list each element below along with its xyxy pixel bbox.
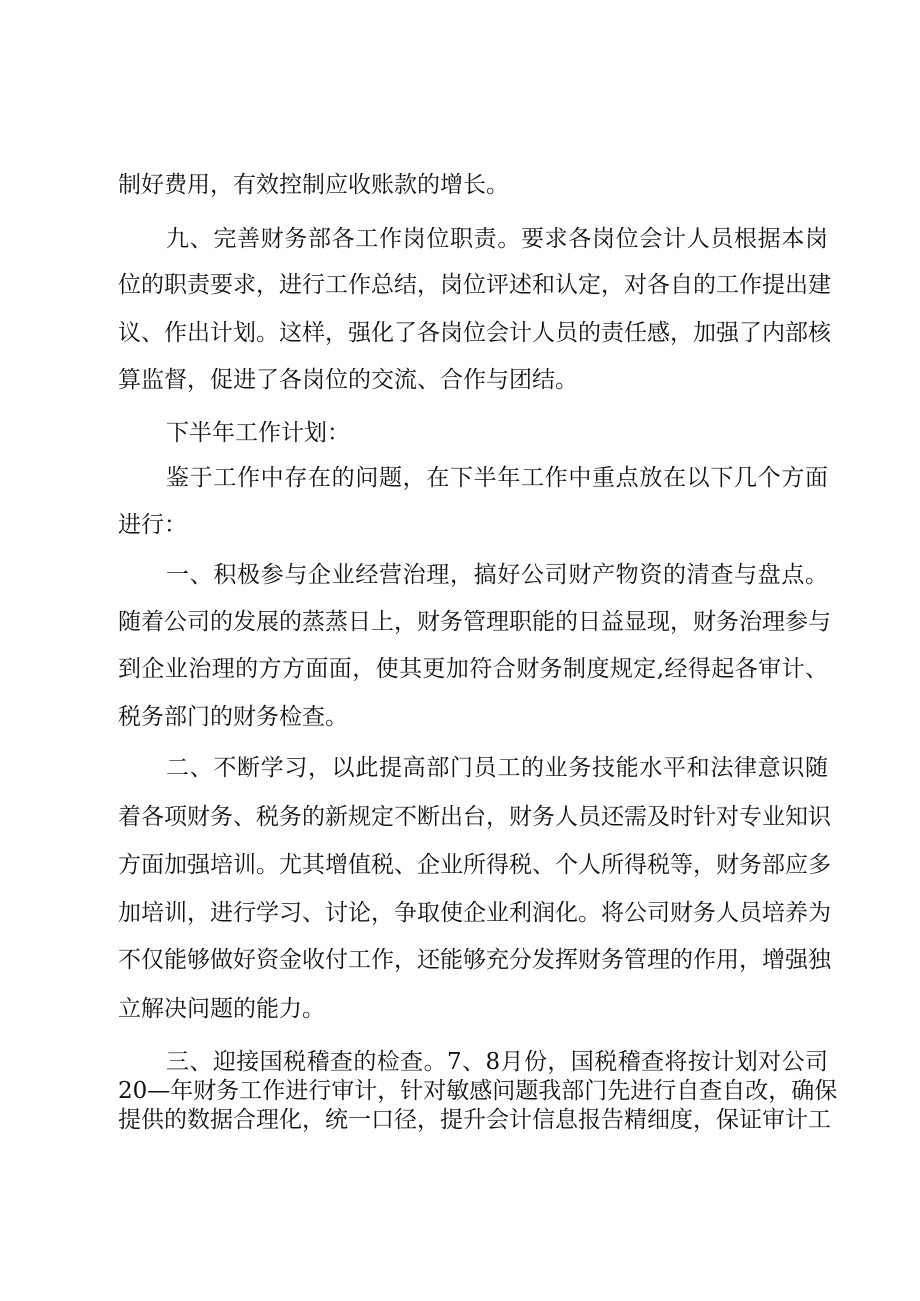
paragraph-line: 制好费用，有效控制应收账款的增长。 — [118, 172, 509, 198]
paragraph-line: 三、迎接国税稽查的检查。7、8月份，国税稽查将按计划对公司 — [166, 1049, 828, 1075]
paragraph-line: 加培训，进行学习、讨论，争取使企业利润化。将公司财务人员培养为 — [118, 900, 831, 926]
paragraph-line: 到企业治理的方方面面，使其更加符合财务制度规定,经得起各审计、 — [118, 656, 828, 682]
paragraph-line: 立解决问题的能力。 — [118, 996, 325, 1022]
paragraph-line: 方面加强培训。尤其增值税、企业所得税、个人所得税等，财务部应多 — [118, 852, 831, 878]
paragraph-line: 提供的数据合理化，统一口径，提升会计信息报告精细度，保证审计工 — [118, 1107, 831, 1133]
paragraph-line: 九、完善财务部各工作岗位职责。要求各岗位会计人员根据本岗 — [166, 226, 828, 252]
paragraph-line: 随着公司的发展的蒸蒸日上，财务管理职能的日益显现，财务治理参与 — [118, 609, 831, 635]
paragraph-line: 议、作出计划。这样，强化了各岗位会计人员的责任感，加强了内部核 — [118, 320, 831, 346]
paragraph-line: 算监督，促进了各岗位的交流、合作与团结。 — [118, 367, 578, 393]
paragraph-line: 20—年财务工作进行审计，针对敏感问题我部门先进行自查自改，确保 — [118, 1078, 838, 1104]
paragraph-line: 着各项财务、税务的新规定不断出台，财务人员还需及时针对专业知识 — [118, 804, 831, 830]
paragraph-line: 二、不断学习，以此提高部门员工的业务技能水平和法律意识随 — [166, 755, 828, 781]
section-heading: 下半年工作计划： — [166, 420, 350, 446]
paragraph-line: 位的职责要求，进行工作总结，岗位评述和认定，对各自的工作提出建 — [118, 272, 831, 298]
paragraph-line: 税务部门的财务检查。 — [118, 704, 348, 730]
paragraph-line: 鉴于工作中存在的问题，在下半年工作中重点放在以下几个方面 — [166, 465, 828, 491]
paragraph-line: 不仅能够做好资金收付工作，还能够充分发挥财务管理的作用，增强独 — [118, 947, 831, 973]
paragraph-line: 一、积极参与企业经营治理，搞好公司财产物资的清查与盘点。 — [166, 562, 828, 588]
paragraph-line: 进行： — [118, 512, 187, 538]
